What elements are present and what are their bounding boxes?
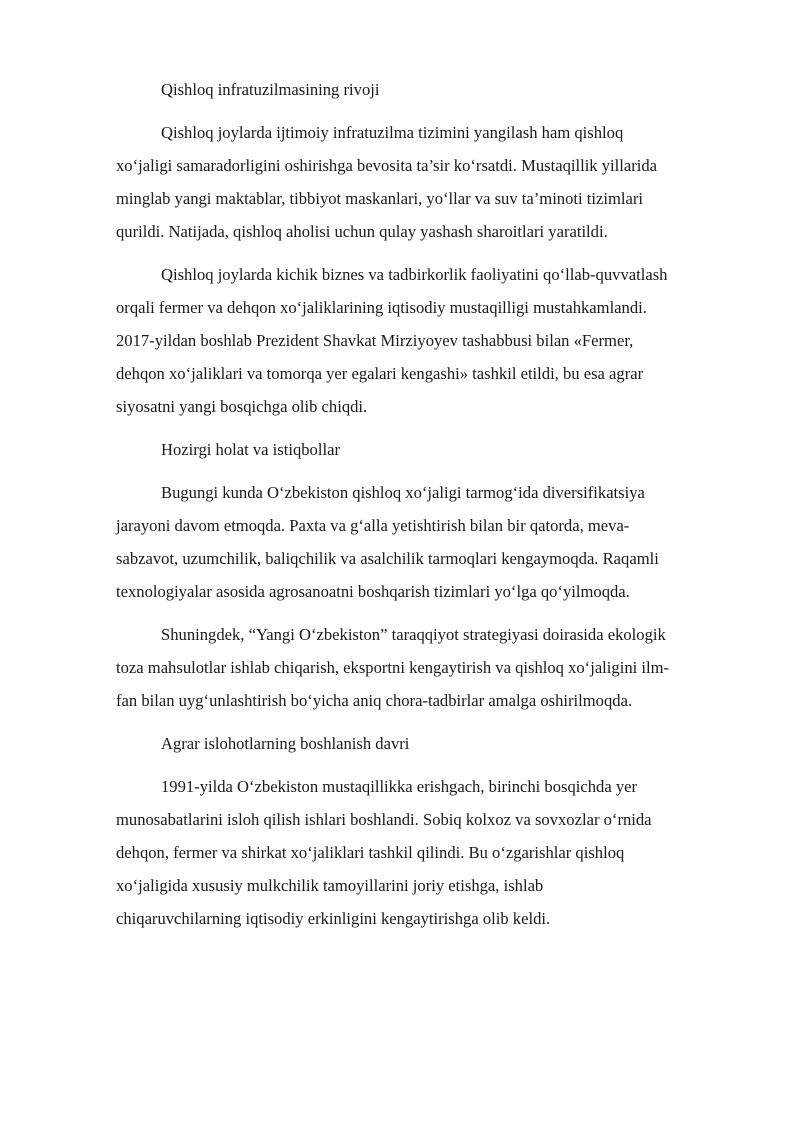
- paragraph: [116, 618, 746, 717]
- text-line: Qishloq joylarda kichik biznes va tadbirkorlik faoliyatini qo‘llab-quvvatlash: [161, 265, 668, 284]
- text-line: 2017-yildan boshlab Prezident Shavkat Mirziyoyev tashabbusi bilan «Fermer,: [116, 331, 634, 350]
- paragraph: [116, 116, 746, 248]
- text-line: minglab yangi maktablar, tibbiyot maskanlari, yo‘llar va suv ta’minoti tizimlari: [116, 189, 643, 208]
- text-line: chiqaruvchilarning iqtisodiy erkinligini kengaytirishga olib keldi.: [116, 909, 551, 928]
- text-line: Bugungi kunda O‘zbekiston qishloq xo‘jaligi tarmog‘ida diversifikatsiya: [161, 483, 645, 502]
- text-line: orqali fermer va dehqon xo‘jaliklarining iqtisodiy mustaqilligi mustahkamlandi.: [116, 298, 647, 317]
- text-line: 1991-yilda O‘zbekiston mustaqillikka erishgach, birinchi bosqichda yer: [161, 777, 638, 796]
- text-line: fan bilan uyg‘unlashtirish bo‘yicha aniq chora-tadbirlar amalga oshirilmoqda.: [116, 691, 633, 710]
- text-line: dehqon, fermer va shirkat xo‘jaliklari tashkil qilindi. Bu o‘zgarishlar qishloq: [116, 843, 625, 862]
- text-line: qurildi. Natijada, qishloq aholisi uchun qulay yashash sharoitlari yaratildi.: [116, 222, 608, 241]
- section-heading: Agrar islohotlarning boshlanish davri: [161, 734, 410, 753]
- text-line: xo‘jaligi samaradorligini oshirishga bevosita ta’sir ko‘rsatdi. Mustaqillik yillarida: [116, 156, 658, 175]
- text-line: texnologiyalar asosida agrosanoatni boshqarish tizimlari yo‘lga qo‘yilmoqda.: [116, 582, 630, 601]
- section-heading: Hozirgi holat va istiqbollar: [161, 440, 340, 459]
- text-line: siyosatni yangi bosqichga olib chiqdi.: [116, 397, 368, 416]
- paragraph: [116, 770, 746, 935]
- text-line: Shuningdek, “Yangi O‘zbekiston” taraqqiyot strategiyasi doirasida ekologik: [161, 625, 666, 644]
- text-line: toza mahsulotlar ishlab chiqarish, eksportni kengaytirish va qishloq xo‘jaligini ilm-: [116, 658, 670, 677]
- text-line: xo‘jaligida xususiy mulkchilik tamoyillarini joriy etishga, ishlab: [116, 876, 544, 895]
- text-line: Qishloq joylarda ijtimoiy infratuzilma tizimini yangilash ham qishloq: [161, 123, 624, 142]
- text-line: sabzavot, uzumchilik, baliqchilik va asalchilik tarmoqlari kengaymoqda. Raqamli: [116, 549, 659, 568]
- document-body: [116, 73, 746, 945]
- paragraph: [116, 258, 746, 423]
- paragraph: [116, 476, 746, 608]
- text-line: munosabatlarini isloh qilish ishlari boshlandi. Sobiq kolxoz va sovxozlar o‘rnida: [116, 810, 652, 829]
- section-heading: Qishloq infratuzilmasining rivoji: [161, 80, 380, 99]
- text-line: jarayoni davom etmoqda. Paxta va g‘alla yetishtirish bilan bir qatorda, meva-: [116, 516, 630, 535]
- text-line: dehqon xo‘jaliklari va tomorqa yer egalari kengashi» tashkil etildi, bu esa agrar: [116, 364, 644, 383]
